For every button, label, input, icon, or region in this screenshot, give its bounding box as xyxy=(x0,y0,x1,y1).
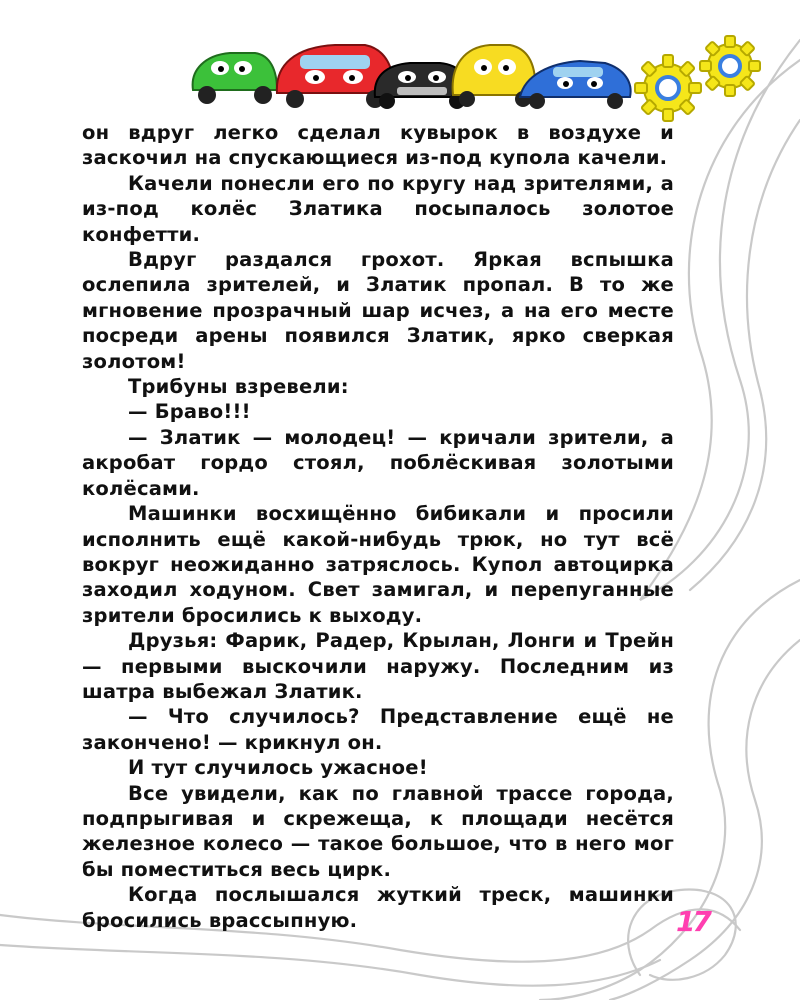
blue-car-icon xyxy=(520,61,631,109)
story-text xyxy=(82,120,674,933)
red-car-icon xyxy=(277,45,393,108)
paragraph: он вдруг легко сделал кувырок в воздухе и заскочил на спускающиеся из-под купола качели. xyxy=(82,121,674,170)
paragraph: — Златик — молодец! — кричали зрители, а акробат гордо стоял, поблёскивая золотыми колёсами. xyxy=(82,425,674,500)
cartoon-cars-illustration xyxy=(185,35,635,110)
paragraph: Друзья: Фарик, Радер, Крылан, Лонги и Трейн — первыми выскочили наружу. Последним из шатра выбежал Златик. xyxy=(82,629,674,703)
paragraph: Трибуны взревели: xyxy=(128,375,349,399)
paragraph: Качели понесли его по кругу над зрителями, а из-под колёс Златика посыпалось золотое конфетти. xyxy=(82,171,674,246)
paragraph: Все увидели, как по главной трассе города, подпрыгивая и скрежеща, к площади несётся железное колесо — такое большое, что в него мог бы поместиться весь цирк. xyxy=(82,781,674,881)
page-number: 17 xyxy=(676,905,709,938)
paragraph: — Браво!!! xyxy=(128,400,251,424)
green-car-icon xyxy=(193,53,277,104)
paragraph: Когда послышался жуткий треск, машинки бросились врассыпную. xyxy=(82,883,674,932)
paragraph: — Что случилось? Представление ещё не закончено! — крикнул он. xyxy=(82,705,674,754)
paragraph: И тут случилось ужасное! xyxy=(128,756,428,780)
paragraph: Вдруг раздался грохот. Яркая вспышка ослепила зрителей, и Златик пропал. В то же мгновение прозрачный шар исчез, а на его месте посреди арены появился Златик, ярко сверкая золотом! xyxy=(82,248,674,373)
gears-icon xyxy=(628,30,778,125)
paragraph: Машинки восхищённо бибикали и просили исполнить ещё какой-нибудь трюк, но тут всё вокруг неожиданно затряслось. Купол автоцирка заходил ходуном. Свет замигал, и перепуганные зрители бросились к выходу. xyxy=(82,502,674,627)
